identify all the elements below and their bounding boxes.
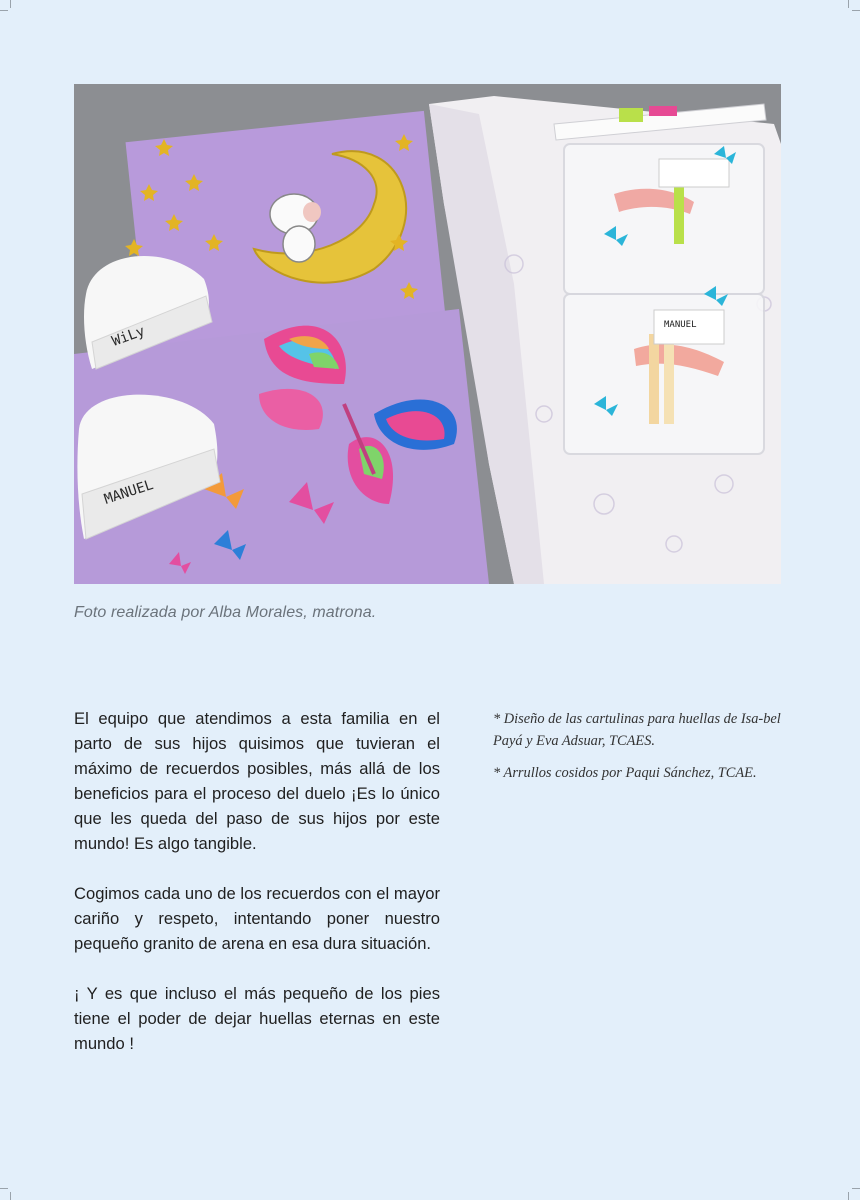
crop-mark [0, 10, 8, 11]
hat-label: MANUEL [102, 476, 156, 508]
credits-notes [493, 708, 783, 794]
crop-mark [852, 1188, 860, 1189]
crop-mark [848, 1192, 849, 1200]
body-text [74, 706, 440, 1081]
photo-caption: Foto realizada por Alba Morales, matrona. [74, 604, 377, 621]
crop-mark [0, 1188, 8, 1189]
tag-label: MANUEL [664, 320, 697, 330]
crop-mark [10, 1192, 11, 1200]
crop-mark [10, 0, 11, 8]
body-paragraph: El equipo que atendimos a esta familia en el parto de sus hijos quisimos que tuvieran el máximo de recuerdos posibles, más allá de los beneficios para el proceso del duelo ¡Es lo único que les queda del paso de sus hijos por este mundo! Es algo tangible. [74, 709, 440, 853]
body-paragraph: ¡ Y es que incluso el más pequeño de los pies tiene el poder de dejar huellas eternas en este mundo ! [74, 984, 440, 1053]
memory-box-photo [74, 84, 781, 584]
credit-note: * Diseño de las cartulinas para huellas de Isa-bel Payá y Eva Adsuar, TCAES. [493, 711, 781, 749]
crop-mark [852, 10, 860, 11]
credit-note: * Arrullos cosidos por Paqui Sánchez, TCAE. [493, 765, 757, 781]
crop-mark [848, 0, 849, 8]
body-paragraph: Cogimos cada uno de los recuerdos con el mayor cariño y respeto, intentando poner nuestro pequeño granito de arena en esa dura situación. [74, 884, 440, 953]
hat-label: WiLy [109, 323, 148, 350]
